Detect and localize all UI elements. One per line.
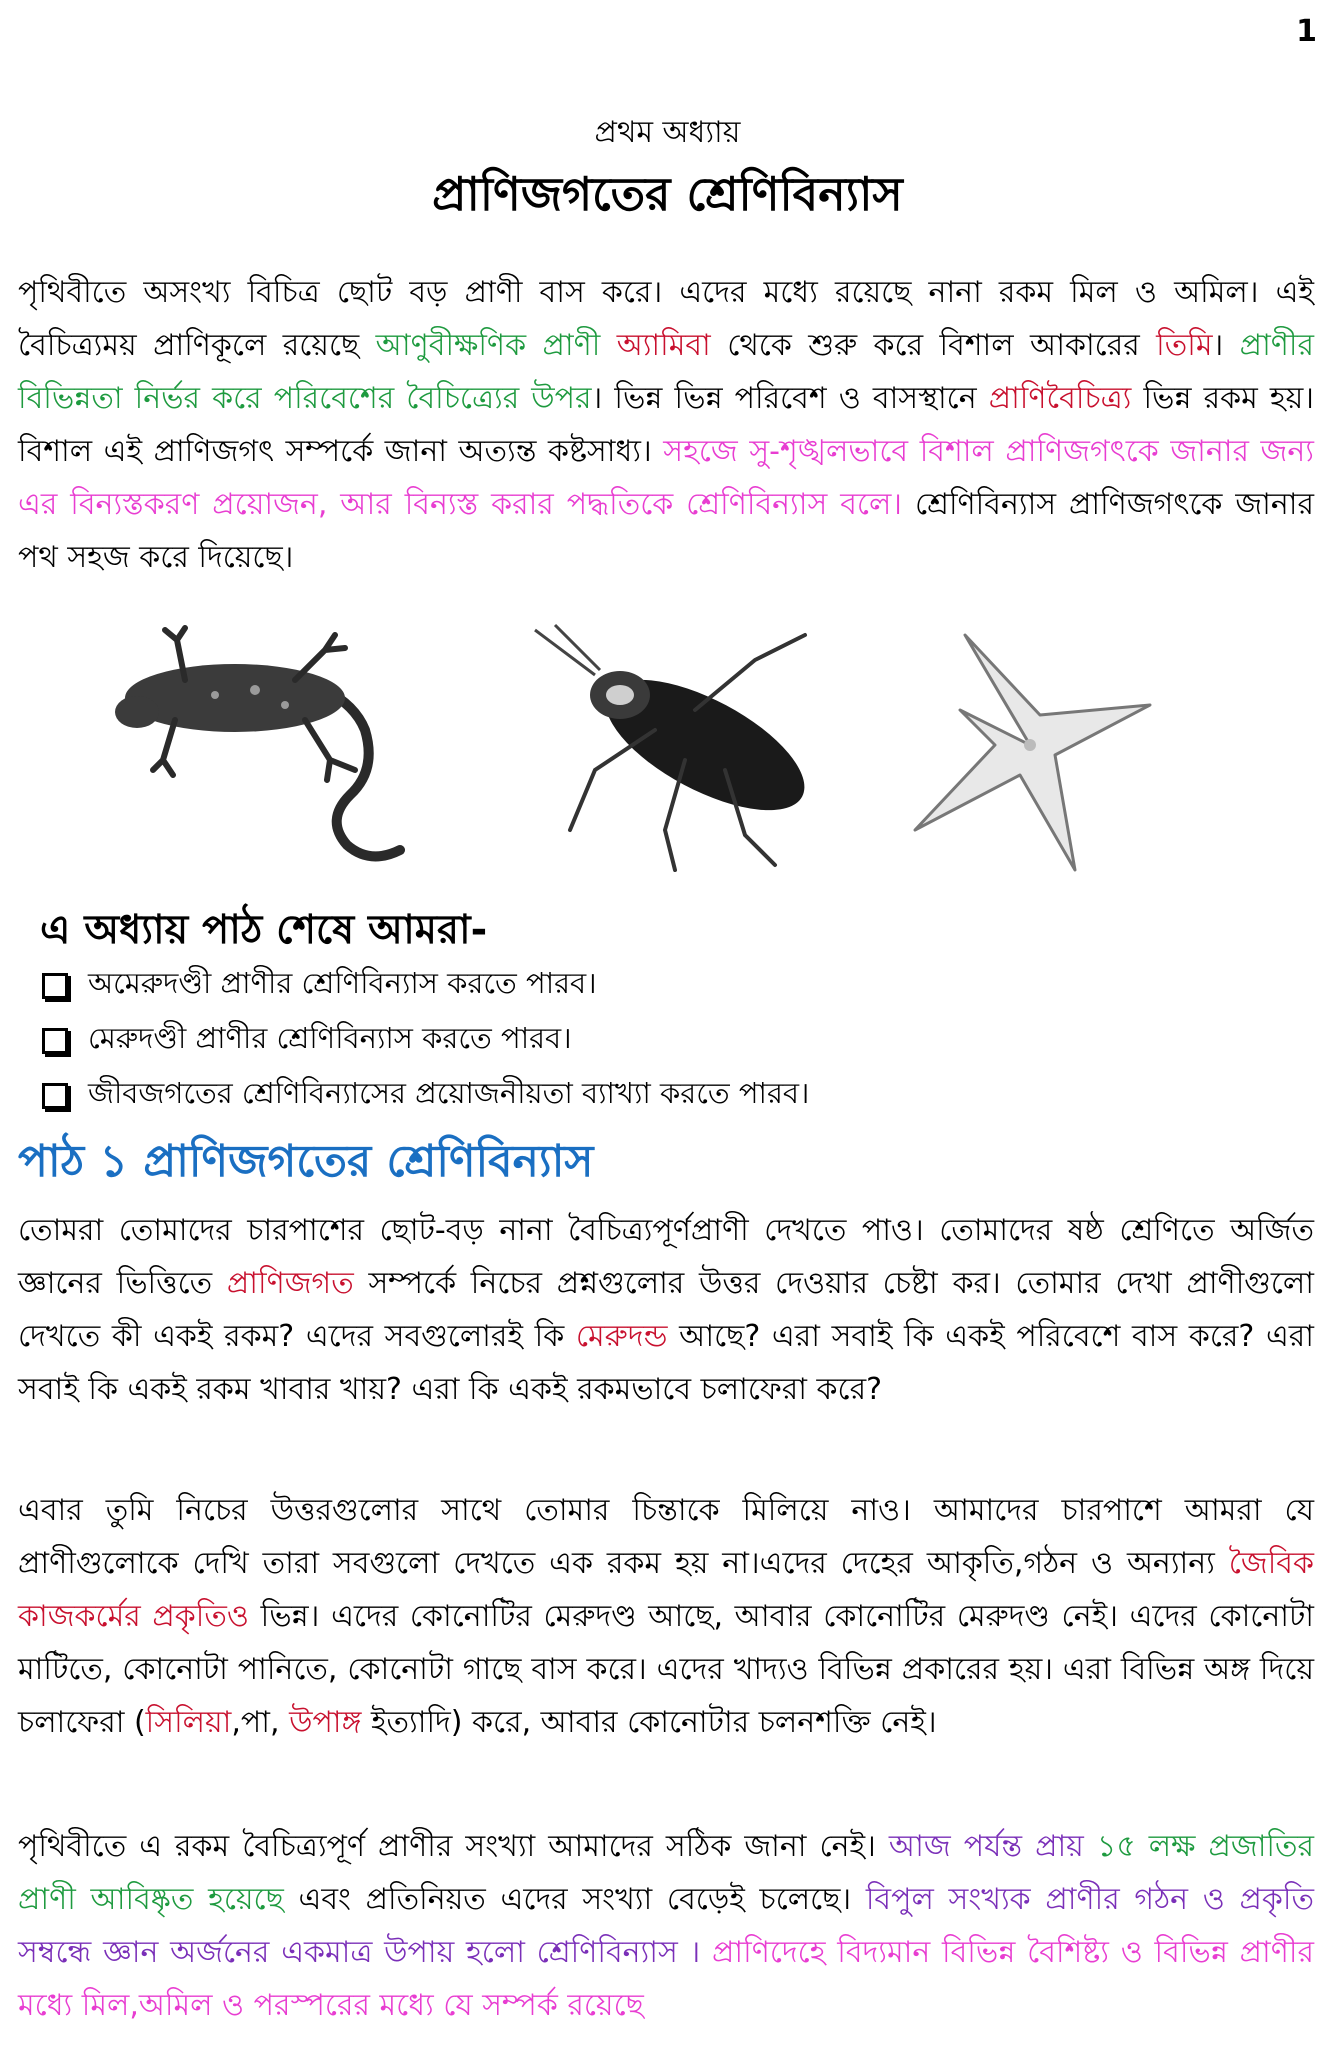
- backbone-term: মেরুদন্ড: [575, 1319, 668, 1354]
- so-far-phrase: আজ পর্যন্ত প্রায়: [888, 1829, 1084, 1864]
- knowledge-statement: বিপুল সংখ্যক প্রাণীর গঠন ও প্রকৃতি সম্বন্ধে জ্ঞান অর্জনের একমাত্র উপায় হলো শ্রেণিবিন্যাস ।: [18, 1882, 1314, 1970]
- intro-text: । ভিন্ন ভিন্ন পরিবেশ ও বাসস্থানে: [591, 381, 989, 416]
- objectives-heading: এ অধ্যায় পাঠ শেষে আমরা-: [40, 907, 488, 953]
- starfish-icon: [895, 620, 1165, 880]
- intro-text: শ্রেণিবিন্যাস প্রাণিজগৎকে জানার পথ সহজ করে দিয়েছে।: [18, 487, 1314, 575]
- lesson-text: সম্পর্কে নিচের প্রশ্নগুলোর উত্তর দেওয়ার চেষ্টা কর। তোমার দেখা প্রাণীগুলো দেখতে কী একই রকম? এদের সবগুলোরই কি: [18, 1266, 1314, 1354]
- list-item: [42, 958, 809, 1013]
- answers-paragraph: [18, 1484, 1314, 1749]
- chapter-label: প্রথম অধ্যায়: [594, 115, 741, 150]
- animal-diversity-term: প্রাণিবৈচিত্র্য: [988, 381, 1132, 416]
- count-text: পৃথিবীতে এ রকম বৈচিত্র্যপূর্ণ প্রাণীর সংখ্যা আমাদের সঠিক জানা নেই।: [18, 1829, 889, 1864]
- objective-text: অমেরুদণ্ডী প্রাণীর শ্রেণিবিন্যাস করতে পারব।: [88, 966, 597, 1000]
- checkbox-icon: [42, 1083, 68, 1109]
- objectives-list: [42, 958, 809, 1123]
- whale-term: তিমি: [1156, 328, 1213, 363]
- microscopic-animal-term: আণুবীক্ষণিক প্রাণী: [375, 328, 601, 363]
- intro-text: ভিন্ন রকম হয়। বিশাল এই প্রাণিজগৎ সম্পর্কে জানা অত্যন্ত কষ্টসাধ্য।: [18, 381, 1315, 469]
- page-number: 1: [1296, 14, 1317, 49]
- intro-text: থেকে শুরু করে বিশাল আকারের: [710, 328, 1157, 363]
- animal-world-term: প্রাণিজগত: [226, 1266, 354, 1301]
- lesson-text: আছে? এরা সবাই কি একই পরিবেশে বাস করে? এরা সবাই কি একই রকম খাবার খায়? এরা কি একই রকমভাবে চলাফেরা করে?: [18, 1319, 1314, 1407]
- objective-text: জীবজগতের শ্রেণিবিন্যাসের প্রয়োজনীয়তা ব্যাখ্যা করতে পারব।: [88, 1076, 810, 1110]
- diversity-statement: প্রাণীর বিভিন্নতা নির্ভর করে পরিবেশের বৈচিত্র্যের উপর: [18, 328, 1314, 416]
- animal-figures: [115, 620, 1165, 880]
- list-item: [42, 1013, 809, 1068]
- objective-text: মেরুদণ্ডী প্রাণীর শ্রেণিবিন্যাস করতে পারব।: [88, 1021, 572, 1055]
- checkbox-icon: [42, 973, 68, 999]
- answers-text: ইত্যাদি) করে, আবার কোনোটার চলনশক্তি নেই।: [361, 1705, 937, 1740]
- biological-nature-term: জৈবিক কাজকর্মের প্রকৃতিও: [18, 1546, 1314, 1634]
- list-item: [42, 1068, 809, 1123]
- cockroach-icon: [515, 620, 855, 880]
- species-count-phrase: ১৫ লক্ষ প্রজাতির প্রাণী আবিষ্কৃত হয়েছে: [18, 1829, 1314, 1917]
- classification-definition: সহজে সু-শৃঙ্খলভাবে বিশাল প্রাণিজগৎকে জানার জন্য এর বিন্যস্তকরণ প্রয়োজন, আর বিন্যস্ত করার পদ্ধতিকে শ্রেণিবিন্যাস বলে।: [18, 434, 1314, 522]
- amoeba-term: অ্যামিবা: [616, 328, 711, 363]
- lesson-text: তোমরা তোমাদের চারপাশের ছোট-বড় নানা বৈচিত্র্যপূর্ণপ্রাণী দেখতে পাও। তোমাদের ষষ্ঠ শ্রেণিতে অর্জিত জ্ঞানের ভিত্তিতে: [18, 1213, 1314, 1301]
- checkbox-icon: [42, 1028, 68, 1054]
- lizard-icon: [115, 620, 475, 880]
- count-text: এবং প্রতিনিয়ত এদের সংখ্যা বেড়েই চলেছে।: [283, 1882, 866, 1917]
- answers-text: ভিন্ন। এদের কোনোটির মেরুদণ্ড আছে, আবার কোনোটির মেরুদণ্ড নেই। এদের কোনোটা মাটিতে, কোনোটা পানিতে, কোনোটা গাছে বাস করে। এদের খাদ্যও বিভিন্ন প্রকারের হয়। এরা বিভিন্ন অঙ্গ দিয়ে চলাফেরা (: [18, 1599, 1314, 1740]
- appendage-term: উপাঙ্গ: [289, 1705, 362, 1740]
- count-paragraph: [18, 1820, 1314, 2032]
- answers-text: এবার তুমি নিচের উত্তরগুলোর সাথে তোমার চিন্তাকে মিলিয়ে নাও। আমাদের চারপাশে আমরা যে প্রাণীগুলোকে দেখি তারা সবগুলো দেখতে এক রকম হয় না।এদের দেহের আকৃতি,গঠন ও অন্যান্য: [18, 1493, 1314, 1581]
- intro-text: পৃথিবীতে অসংখ্য বিচিত্র ছোট বড় প্রাণী বাস করে। এদের মধ্যে রয়েছে নানা রকম মিল ও অমিল। এই বৈচিত্র্যময় প্রাণিকূলে রয়েছে: [18, 275, 1314, 363]
- intro-text: ।: [1212, 328, 1240, 363]
- lesson-heading: পাঠ ১ প্রাণিজগতের শ্রেণিবিন্যাস: [18, 1136, 594, 1187]
- lesson-paragraph: [18, 1204, 1314, 1416]
- chapter-title: প্রাণিজগতের শ্রেণিবিন্যাস: [432, 167, 903, 221]
- intro-paragraph: [18, 266, 1314, 584]
- cilia-term: সিলিয়া: [145, 1705, 232, 1740]
- answers-text: ,পা,: [231, 1705, 290, 1740]
- count-text: [700, 1935, 712, 1970]
- features-statement: প্রাণিদেহে বিদ্যমান বিভিন্ন বৈশিষ্ট্য ও বিভিন্ন প্রাণীর মধ্যে মিল,অমিল ও পরস্পরের মধ্যে যে সম্পর্ক রয়েছে: [18, 1935, 1314, 2023]
